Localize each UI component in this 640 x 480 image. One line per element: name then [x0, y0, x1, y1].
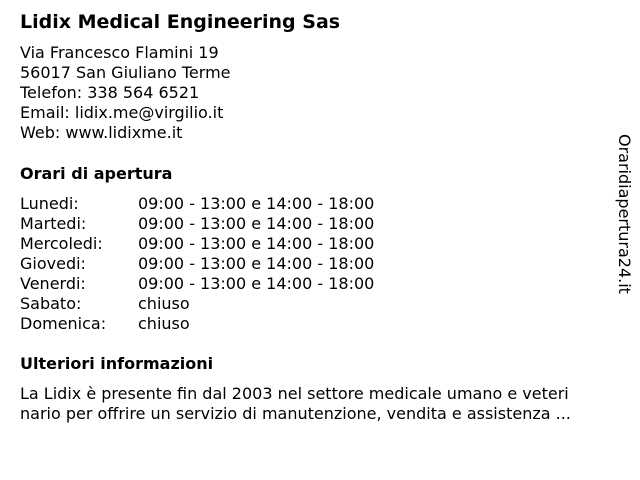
day-hours: 09:00 - 13:00 e 14:00 - 18:00 — [138, 254, 375, 273]
opening-hours-heading: Orari di apertura — [20, 164, 173, 183]
more-info-heading: Ulteriori informazioni — [20, 354, 214, 373]
business-name: Lidix Medical Engineering Sas — [20, 11, 341, 33]
address-street: Via Francesco Flamini 19 — [20, 43, 219, 62]
more-info-line: La Lidix è presente fin dal 2003 nel settore medicale umano e veteri — [20, 384, 569, 403]
web-line: Web: www.lidixme.it — [20, 123, 183, 142]
site-watermark: Oraridiapertura24.it — [615, 134, 634, 294]
day-label: Lunedi: — [20, 194, 79, 213]
more-info-text — [20, 384, 620, 424]
email-line: Email: lidix.me@virgilio.it — [20, 103, 224, 122]
day-label: Martedi: — [20, 214, 87, 233]
day-hours: 09:00 - 13:00 e 14:00 - 18:00 — [138, 234, 375, 253]
more-info-line: nario per offrire un servizio di manutenzione, vendita e assistenza ... — [20, 404, 571, 423]
day-label: Giovedi: — [20, 254, 86, 273]
contact-block — [20, 43, 231, 143]
address-city: 56017 San Giuliano Terme — [20, 63, 231, 82]
phone-line: Telefon: 338 564 6521 — [20, 83, 200, 102]
day-hours: 09:00 - 13:00 e 14:00 - 18:00 — [138, 274, 375, 293]
day-label: Sabato: — [20, 294, 82, 313]
day-label: Mercoledi: — [20, 234, 103, 253]
day-label: Domenica: — [20, 314, 107, 333]
day-hours: 09:00 - 13:00 e 14:00 - 18:00 — [138, 214, 375, 233]
day-label: Venerdi: — [20, 274, 86, 293]
day-hours: chiuso — [138, 314, 190, 333]
day-hours: 09:00 - 13:00 e 14:00 - 18:00 — [138, 194, 375, 213]
day-hours: chiuso — [138, 294, 190, 313]
